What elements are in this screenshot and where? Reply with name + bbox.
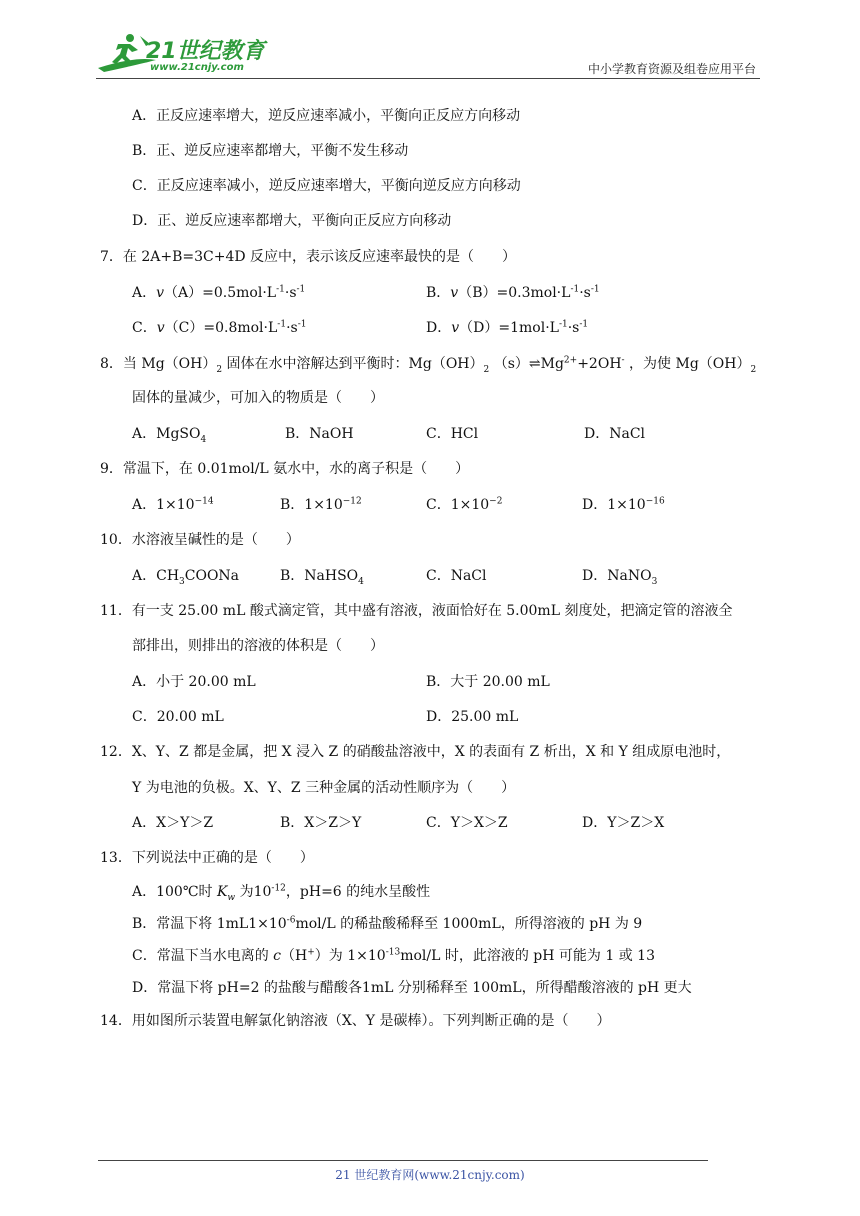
q8-stem-line2: 固体的量减少，可加入的物质是（ ） [132, 390, 384, 406]
q12-option-b: B．X＞Z＞Y [280, 815, 362, 831]
q13-option-a: A．100℃时 $K_w$ 为$10^{-12}$，pH=6 的纯水呈酸性 [132, 883, 431, 903]
q12-stem-line1: 12．X、Y、Z 都是金属，把 X 浸入 Z 的硝酸盐溶液中，X 的表面有 Z 析出，X 和 Y 组成原电池时， [100, 744, 731, 760]
footer-divider [98, 1160, 708, 1161]
q6-option-b: B．正、逆反应速率都增大，平衡不发生移动 [132, 143, 409, 159]
q7-stem: 7．在 2A+B=3C+4D 反应中，表示该反应速率最快的是（ ） [100, 249, 517, 265]
q13-stem: 13．下列说法中正确的是（ ） [100, 850, 314, 866]
q9-option-a: A．$1\times 10^{-14}$ [132, 496, 214, 513]
q11-option-c: C．20.00 mL [132, 709, 224, 725]
q8-option-b: B．NaOH [285, 426, 354, 442]
q13-option-b: B．常温下将 $1mL1\times 10^{-6}mol/L$ 的稀盐酸稀释至 1000mL，所得溶液的 pH 为 9 [132, 915, 643, 932]
logo-text: 21世纪教育 [146, 39, 265, 64]
q11-stem-line2: 部排出，则排出的溶液的体积是（ ） [132, 638, 384, 654]
footer-text: 21 世纪教育网(www.21cnjy.com) [335, 1168, 525, 1182]
q6-option-a: A．正反应速率增大，逆反应速率减小，平衡向正反应方向移动 [132, 108, 521, 124]
q9-stem: 9．常温下，在 0.01mol/L 氨水中，水的离子积是（ ） [100, 461, 470, 477]
platform-name: 中小学教育资源及组卷应用平台 [587, 62, 756, 76]
q8-stem-line1: 8．当 $Mg(OH)_2$ 固体在水中溶解达到平衡时：$Mg(OH)_2$ $(s)\rightleftharpoons Mg^{2+}+2OH^-$ ，为使 $Mg(OH)_2$ [100, 355, 757, 375]
q7-option-d: D．$v(D)=1mol\cdot L^{-1}\cdot s^{-1}$ [426, 319, 589, 336]
q6-option-c: C．正反应速率减小，逆反应速率增大，平衡向逆反应方向移动 [132, 178, 521, 194]
q11-stem-line1: 11．有一支 25.00 mL 酸式滴定管，其中盛有溶液，液面恰好在 5.00mL 刻度处，把滴定管的溶液全 [100, 603, 733, 619]
q11-option-d: D．25.00 mL [426, 709, 519, 725]
q10-stem: 10．水溶液呈碱性的是（ ） [100, 532, 300, 548]
q14-stem: 14．用如图所示装置电解氯化钠溶液（X、Y 是碳棒）。下列判断正确的是（ ） [100, 1013, 611, 1029]
q11-option-a: A．小于 20.00 mL [132, 674, 256, 690]
q11-option-b: B．大于 20.00 mL [426, 674, 550, 690]
q9-option-c: C．$1\times 10^{-2}$ [426, 496, 503, 513]
q12-option-c: C．Y＞X＞Z [426, 815, 508, 831]
q12-option-d: D．Y＞Z＞X [582, 815, 665, 831]
q8-option-a: A．MgSO$_4$ [132, 426, 207, 445]
page-header [96, 30, 760, 80]
q9-option-b: B．$1\times 10^{-12}$ [280, 496, 362, 513]
q10-option-b: B．NaHSO$_4$ [280, 568, 364, 587]
q13-option-d: D．常温下将 pH=2 的盐酸与醋酸各1mL 分别稀释至 100mL，所得醋酸溶液的 pH 更大 [132, 980, 692, 996]
q7-option-a: A．$v(A)=0.5mol\cdot L^{-1}\cdot s^{-1}$ [132, 284, 306, 301]
site-logo [96, 30, 266, 76]
q9-option-d: D．$1\times 10^{-16}$ [582, 496, 665, 513]
q10-option-c: C．NaCl [426, 568, 487, 584]
q10-option-a: A．$CH_3COONa$ [132, 568, 240, 587]
header-divider [96, 78, 760, 79]
q10-option-d: D．NaNO$_3$ [582, 568, 658, 587]
q8-option-c: C．HCl [426, 426, 479, 442]
q7-option-c: C．$v(C)=0.8mol\cdot L^{-1}\cdot s^{-1}$ [132, 319, 307, 336]
q12-option-a: A．X＞Y＞Z [132, 815, 214, 831]
q8-option-d: D．NaCl [584, 426, 646, 442]
q6-option-d: D．正、逆反应速率都增大，平衡向正反应方向移动 [132, 213, 452, 229]
q7-option-b: B．$v(B)=0.3mol\cdot L^{-1}\cdot s^{-1}$ [426, 284, 600, 301]
logo-url: www.21cnjy.com [150, 62, 244, 73]
q13-option-c: C．常温下当水电离的 c（H+）为 $1\times 10^{-13}mol/L$ 时，此溶液的 pH 可能为 1 或 13 [132, 947, 655, 964]
q12-stem-line2: Y 为电池的负极。X、Y、Z 三种金属的活动性顺序为（ ） [132, 780, 516, 796]
